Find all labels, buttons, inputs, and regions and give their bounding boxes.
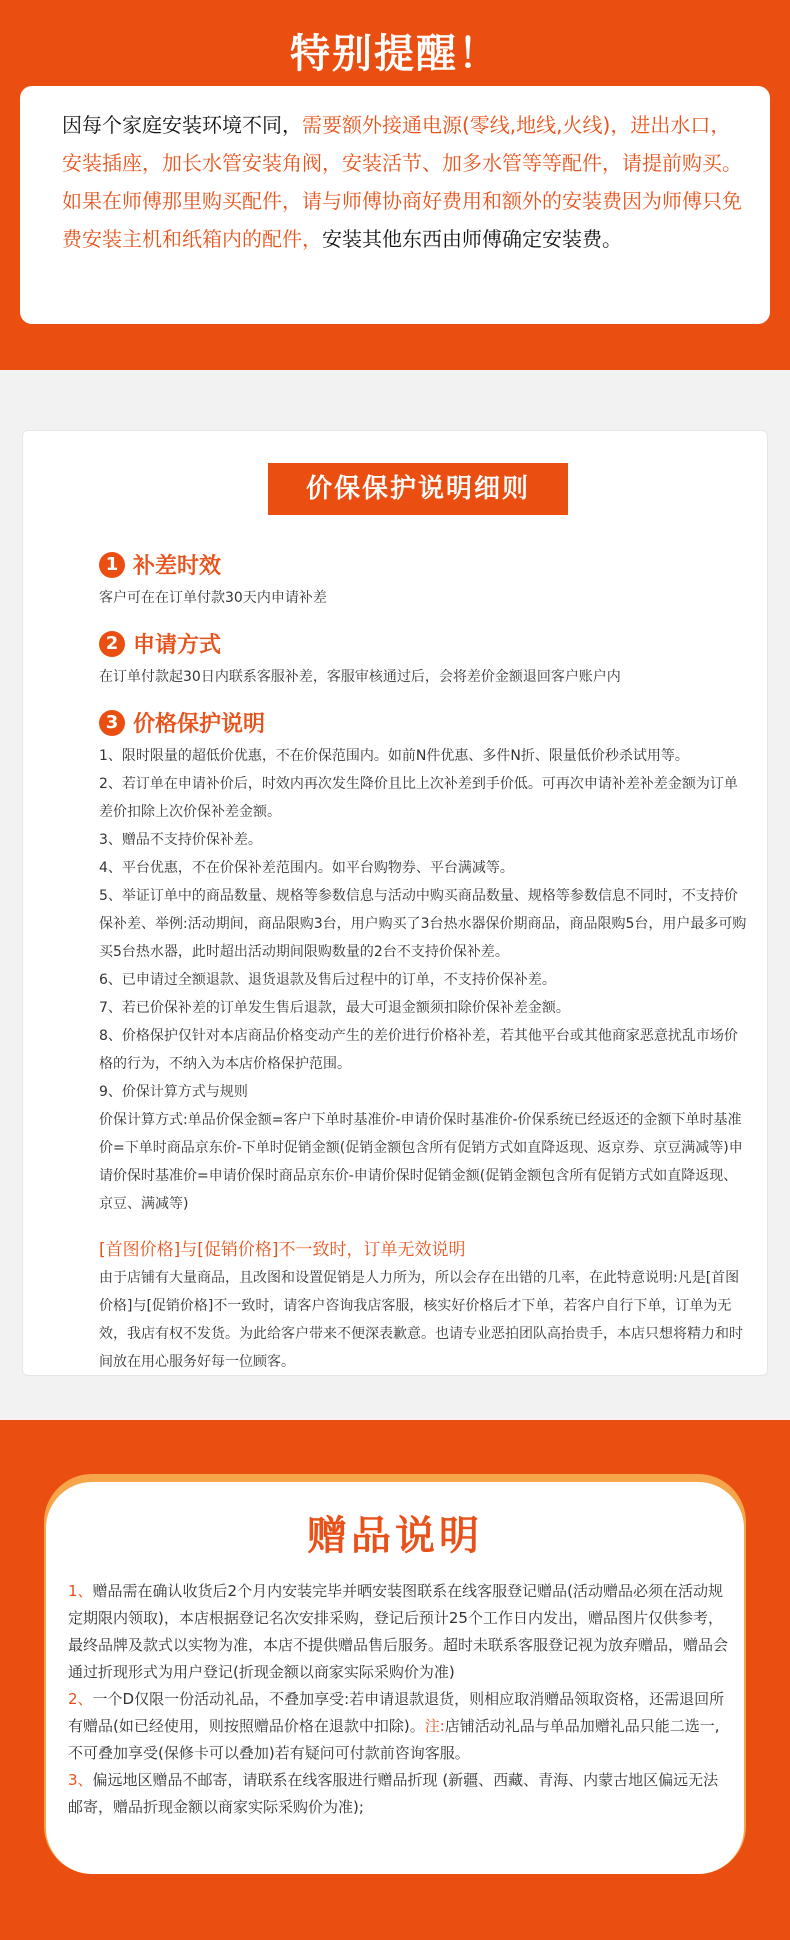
gift-item-2 [68,1686,732,1767]
gift-item-1-text: 赠品需在确认收货后2个月内安装完毕并晒安装图联系在线客服登记赠品(活动赠品必须在活动规定期限内领取)，本店根据登记名次安排采购，登记后预计25个工作日内发出，赠品图片仅供参考，最终品牌及款式以实物为准，本店不提供赠品售后服务。超时未联系客服登记视为放弃赠品，赠品会通过折现形式为用户登记(折现金额以商家实际采购价为准) [68,1582,729,1681]
rule-item: 1、限时限量的超低价优惠，不在价保范围内。如前N件优惠、多件N折、限量低价秒杀试用等。 [99,748,689,764]
gift-title: 赠品说明 [307,1513,483,1559]
price-protection-banner: 价保保护说明细则 [268,463,568,515]
rule-item: 8、价格保护仅针对本店商品价格变动产生的差价进行价格补差，若其他平台或其他商家恶意扰乱市场价格的行为，不纳入为本店价格保护范围。 [99,1028,738,1072]
gift-section [0,1420,790,1940]
section-price-protection [99,707,749,1218]
gift-item-3 [68,1767,732,1821]
gift-item-3-number: 3、 [68,1771,93,1789]
reminder-title: 特别提醒！ [290,31,500,77]
mismatch-body: 由于店铺有大量商品，且改图和设置促销是人力所为，所以会存在出错的几率，在此特意说明:凡是[首图价格]与[促销价格]不一致时，请客户咨询我店客服，核实好价格后才下单，若客户自行下单，订单为无效，我店有权不发货。为此给客户带来不便深表歉意。也请专业恶拍团队高抬贵手，本店只想将精力和时间放在用心服务好每一位顾客。 [99,1270,743,1370]
section-1-title: 补差时效 [133,554,222,579]
section-2-body: 在订单付款起30日内联系客服补差，客服审核通过后，会将差价金额退回客户账户内 [99,669,621,685]
number-2-icon: 2 [99,631,125,657]
gift-item-1 [68,1578,732,1686]
price-protection-body [99,549,749,1376]
section-1-body: 客户可在在订单付款30天内申请补差 [99,590,327,606]
rule-item: 6、已申请过全额退款、退货退款及售后过程中的订单，不支持价保补差。 [99,972,556,988]
gift-item-1-number: 1、 [68,1582,93,1600]
rule-item: 9、价保计算方式与规则 [99,1084,248,1100]
price-protection-card [22,430,768,1376]
rule-item: 价保计算方式:单品价保金额=客户下单时基准价-申请价保时基准价-价保系统已经返还的金额下单时基准价=下单时商品京东价-下单时促销金额(促销金额包含所有促销方式如直降返现、返京券、京豆满减等)申请价保时基准价=申请价保时商品京东价-申请价保时促销金额(促销金额包含所有促销方式如直降返现、京豆、满减等) [99,1112,743,1212]
gift-item-2-note-text: 店铺活动礼品与单品加赠礼品只能二选一,不可叠加享受(保修卡可以叠加)若有疑问可付款前咨询客服。 [68,1717,720,1762]
section-apply-method [99,628,749,691]
gift-item-3-text: 偏远地区赠品不邮寄，请联系在线客服进行赠品折现 (新疆、西藏、青海、内蒙古地区偏远无法邮寄，赠品折现金额以商家实际采购价为准); [68,1771,719,1816]
number-3-icon: 3 [99,710,125,736]
price-protection-section [0,370,790,1420]
gift-text [68,1578,732,1821]
rule-item: 5、举证订单中的商品数量、规格等参数信息与活动中购买商品数量、规格等参数信息不同时，不支持价保补差、举例:活动期间，商品限购3台，用户购买了3台热水器保价期商品，商品限购5台，用户最多可购买5台热水器，此时超出活动期间限购数量的2台不支持价保补差。 [99,888,747,960]
rule-item: 4、平台优惠，不在价保补差范围内。如平台购物券、平台满减等。 [99,860,514,876]
section-time-limit [99,549,749,612]
section-2-title: 申请方式 [133,633,222,658]
number-1-icon: 1 [99,552,125,578]
rule-item: 2、若订单在申请补价后，时效内再次发生降价且比上次补差到手价低。可再次申请补差补差金额为订单差价扣除上次价保补差金额。 [99,776,738,820]
reminder-card [20,86,770,324]
reminder-text-part1: 因每个家庭安装环境不同， [62,113,302,137]
reminder-text [62,106,742,258]
reminder-text-highlight: 需要额外接通电源(零线,地线,火线)，进出水口，安装插座，加长水管安装角阀，安装活节、加多水管等等配件，请提前购买。如果在师傅那里购买配件，请与师傅协商好费用和额外的安装费因为师傅只免费安装主机和纸箱内的配件， [62,113,742,251]
rule-item: 7、若已价保补差的订单发生售后退款，最大可退金额须扣除价保补差金额。 [99,1000,570,1016]
mismatch-title: [首图价格]与[促销价格]不一致时，订单无效说明 [99,1240,466,1260]
rule-item: 3、赠品不支持价保补差。 [99,832,262,848]
section-3-title: 价格保护说明 [133,712,266,737]
reminder-section [0,0,790,370]
reminder-text-part3: 安装其他东西由师傅确定安装费。 [322,227,622,251]
gift-item-2-number: 2、 [68,1690,93,1708]
gift-item-2-note-label: 注: [424,1717,445,1735]
gift-item-2-text: 一个D仅限一份活动礼品，不叠加享受:若申请退款退货，则相应取消赠品领取资格，还需退回所有赠品(如已经使用，则按照赠品价格在退款中扣除)。 [68,1690,725,1735]
gift-card [46,1482,744,1874]
